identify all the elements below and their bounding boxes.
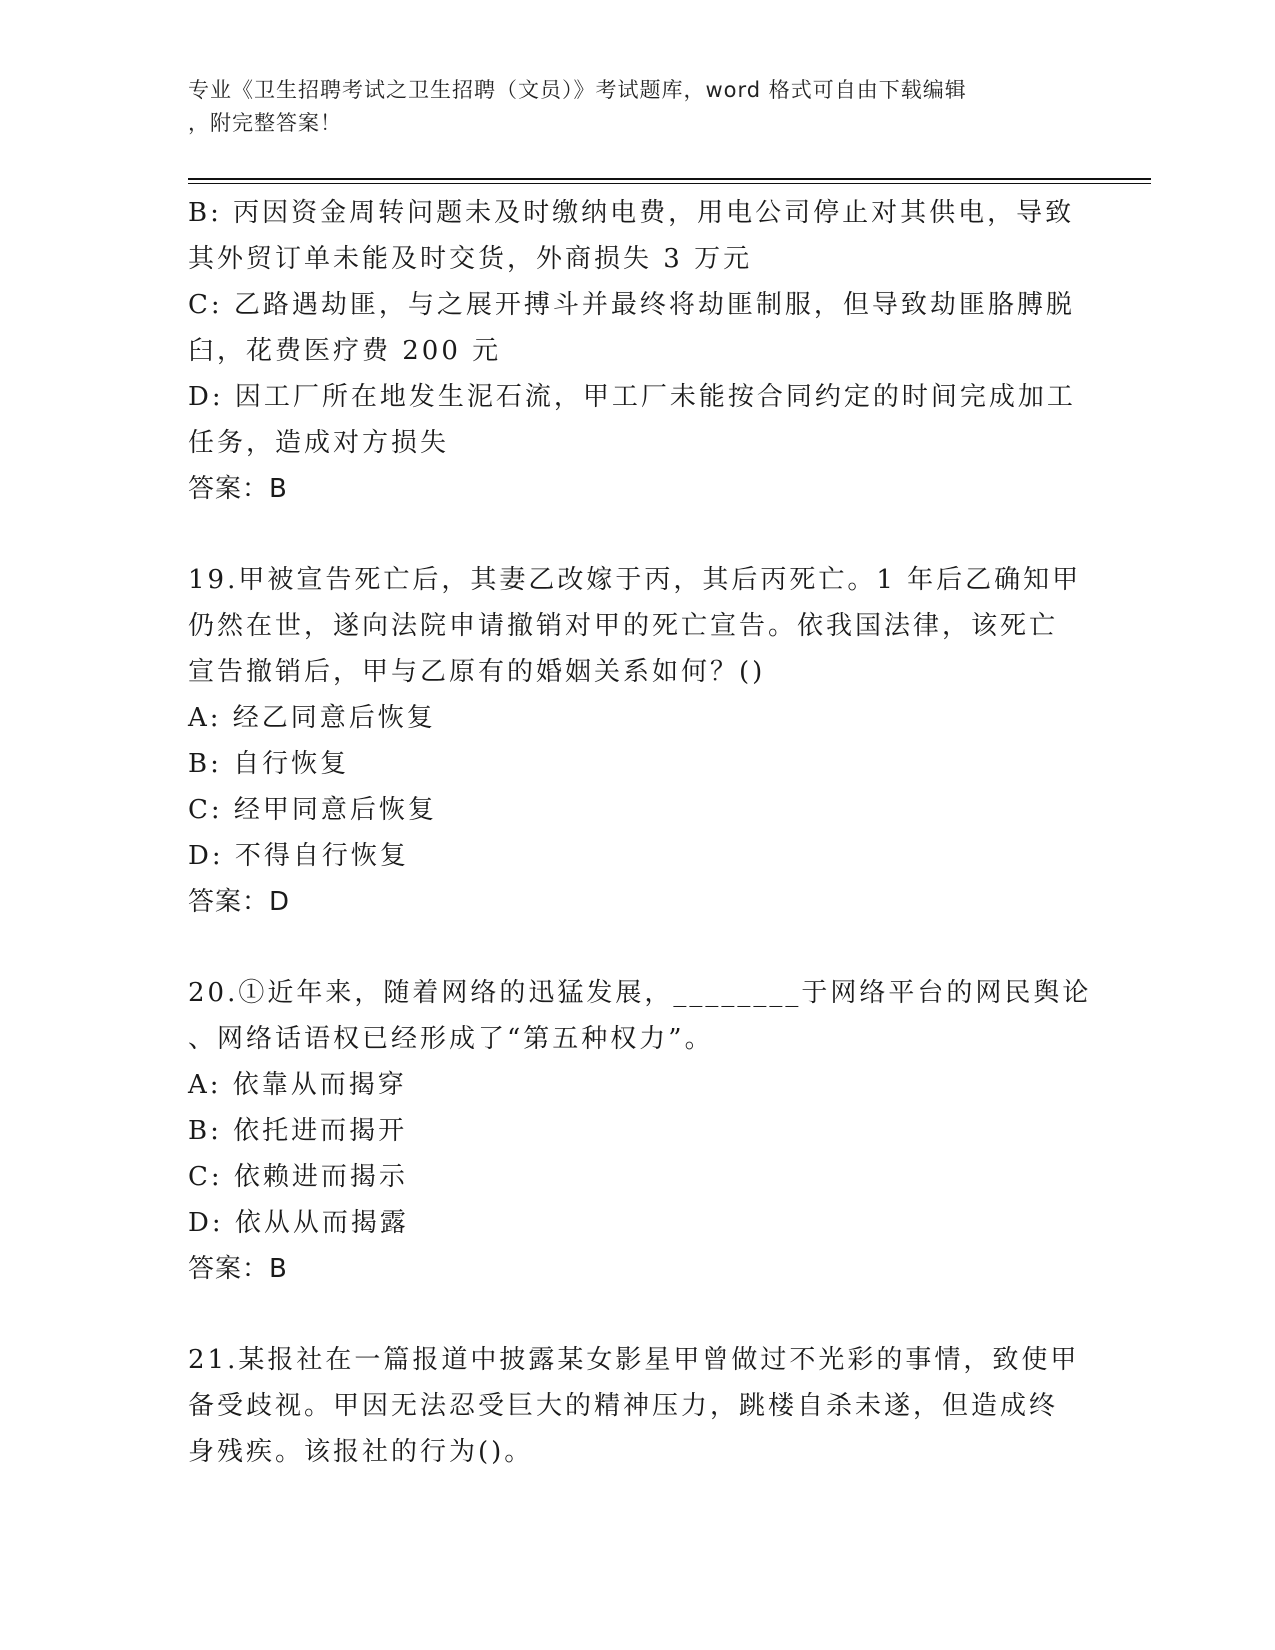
question-21-block	[188, 1337, 1080, 1475]
page-header	[188, 74, 1068, 140]
question-21-stem-2: 备受歧视。甲因无法忍受巨大的精神压力，跳楼自杀未遂，但造成终	[188, 1391, 1059, 1421]
option-b-line-1: B: 丙因资金周转问题未及时缴纳电费，用电公司停止对其供电，导致	[188, 198, 1075, 228]
option-d-line-1: D: 因工厂所在地发生泥石流，甲工厂未能按合同约定的时间完成加工	[188, 382, 1076, 412]
option-d: D: 不得自行恢复	[188, 841, 409, 871]
spacer	[188, 925, 1068, 970]
document-body	[188, 190, 1092, 1475]
question-20-stem-1: 20.①近年来，随着网络的迅猛发展，________于网络平台的网民舆论	[188, 978, 1092, 1008]
question-19-stem-3: 宣告撤销后，甲与乙原有的婚姻关系如何？()	[188, 657, 766, 687]
spacer	[188, 512, 1068, 557]
option-c-line-1: C: 乙路遇劫匪，与之展开搏斗并最终将劫匪制服，但导致劫匪胳膊脱	[188, 290, 1075, 320]
option-d-line-2: 任务，造成对方损失	[188, 428, 450, 458]
option-c-line-2: 臼，花费医疗费 200 元	[188, 336, 502, 366]
question-20-block	[188, 970, 1092, 1292]
option-b: B: 依托进而揭开	[188, 1116, 408, 1146]
question-19-stem-1: 19.甲被宣告死亡后，其妻乙改嫁于丙，其后丙死亡。1 年后乙确知甲	[188, 565, 1082, 595]
option-b-line-2: 其外贸订单未能及时交货，外商损失 3 万元	[188, 244, 753, 274]
header-divider-thin	[188, 183, 1151, 184]
header-line-2: ，附完整答案！	[188, 111, 342, 135]
question-21-stem-3: 身残疾。该报社的行为()。	[188, 1437, 534, 1467]
spacer	[188, 1292, 1068, 1337]
option-a: A: 经乙同意后恢复	[188, 703, 436, 733]
option-c: C: 经甲同意后恢复	[188, 795, 437, 825]
question-18-block	[188, 190, 1076, 512]
option-c: C: 依赖进而揭示	[188, 1162, 408, 1192]
option-a: A: 依靠从而揭穿	[188, 1070, 407, 1100]
question-21-stem-1: 21.某报社在一篇报道中披露某女影星甲曾做过不光彩的事情，致使甲	[188, 1345, 1080, 1375]
question-19-block	[188, 557, 1082, 925]
question-19-stem-2: 仍然在世，遂向法院申请撤销对甲的死亡宣告。依我国法律，该死亡	[188, 611, 1059, 641]
question-20-stem-2: 、网络话语权已经形成了“第五种权力”。	[188, 1024, 714, 1054]
header-divider-thick	[188, 178, 1151, 180]
option-b: B: 自行恢复	[188, 749, 350, 779]
answer-20: 答案：B	[188, 1254, 288, 1284]
header-line-1: 专业《卫生招聘考试之卫生招聘（文员）》考试题库，word 格式可自由下载编辑	[188, 78, 967, 102]
answer-19: 答案：D	[188, 887, 291, 917]
answer-18: 答案：B	[188, 474, 288, 504]
option-d: D: 依从从而揭露	[188, 1208, 409, 1238]
